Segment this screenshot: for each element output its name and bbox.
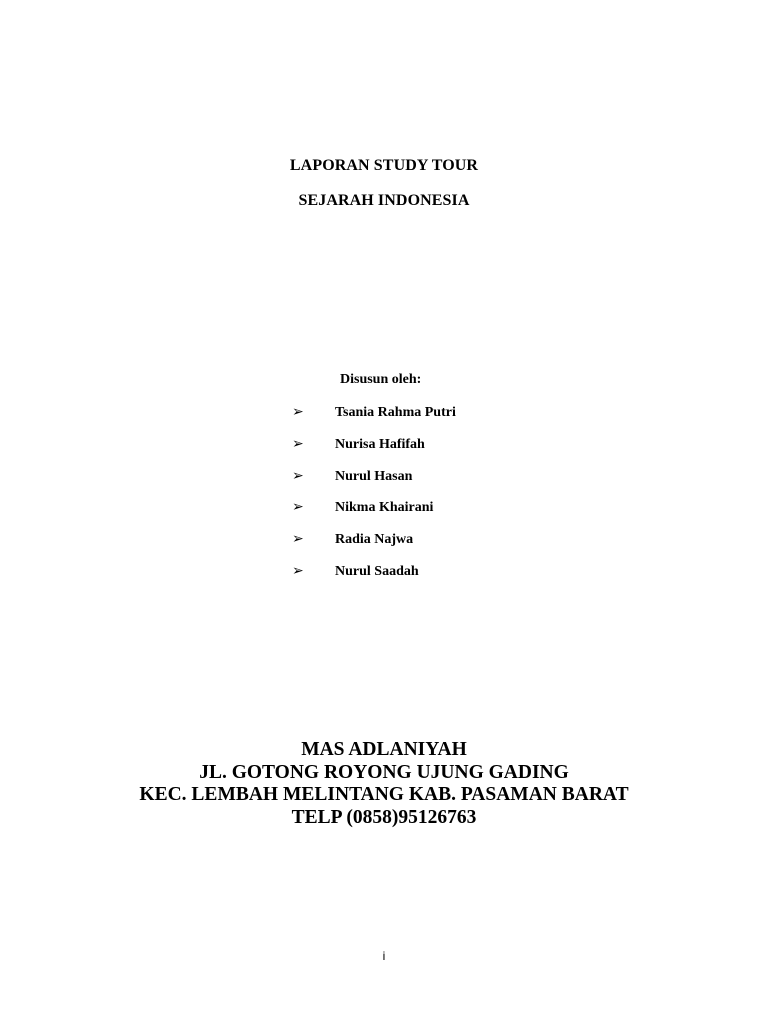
authors-intro: Disusun oleh:: [340, 372, 422, 387]
author-name: Nurisa Hafifah: [335, 436, 425, 452]
list-item: [292, 436, 456, 468]
school-info: [0, 739, 768, 829]
school-street: JL. GOTONG ROYONG UJUNG GADING: [199, 761, 569, 783]
author-list: [292, 404, 456, 595]
author-name: Nurul Saadah: [335, 563, 419, 579]
report-subtitle: SEJARAH INDONESIA: [298, 192, 470, 209]
arrowhead-bullet-icon: ➢: [292, 404, 304, 420]
author-name: Radia Najwa: [335, 532, 414, 548]
arrowhead-bullet-icon: ➢: [292, 435, 304, 452]
author-name: Nurul Hasan: [335, 468, 413, 484]
school-district: KEC. LEMBAH MELINTANG KAB. PASAMAN BARAT: [139, 784, 629, 805]
list-item: [292, 499, 456, 531]
list-item: [292, 404, 456, 436]
arrowhead-bullet-icon: ➢: [292, 499, 304, 516]
arrowhead-bullet-icon: ➢: [292, 531, 304, 548]
arrowhead-bullet-icon: ➢: [292, 562, 304, 579]
report-title: LAPORAN STUDY TOUR: [289, 157, 479, 174]
list-item: [292, 468, 456, 500]
list-item: [292, 531, 456, 563]
author-name: Tsania Rahma Putri: [335, 405, 456, 420]
arrowhead-bullet-icon: ➢: [292, 467, 304, 484]
school-name: MAS ADLANIYAH: [301, 739, 467, 760]
author-name: Nikma Khairani: [335, 500, 434, 516]
school-phone: TELP (0858)95126763: [291, 806, 477, 828]
list-item: [292, 563, 456, 595]
page-number: i: [382, 949, 386, 963]
